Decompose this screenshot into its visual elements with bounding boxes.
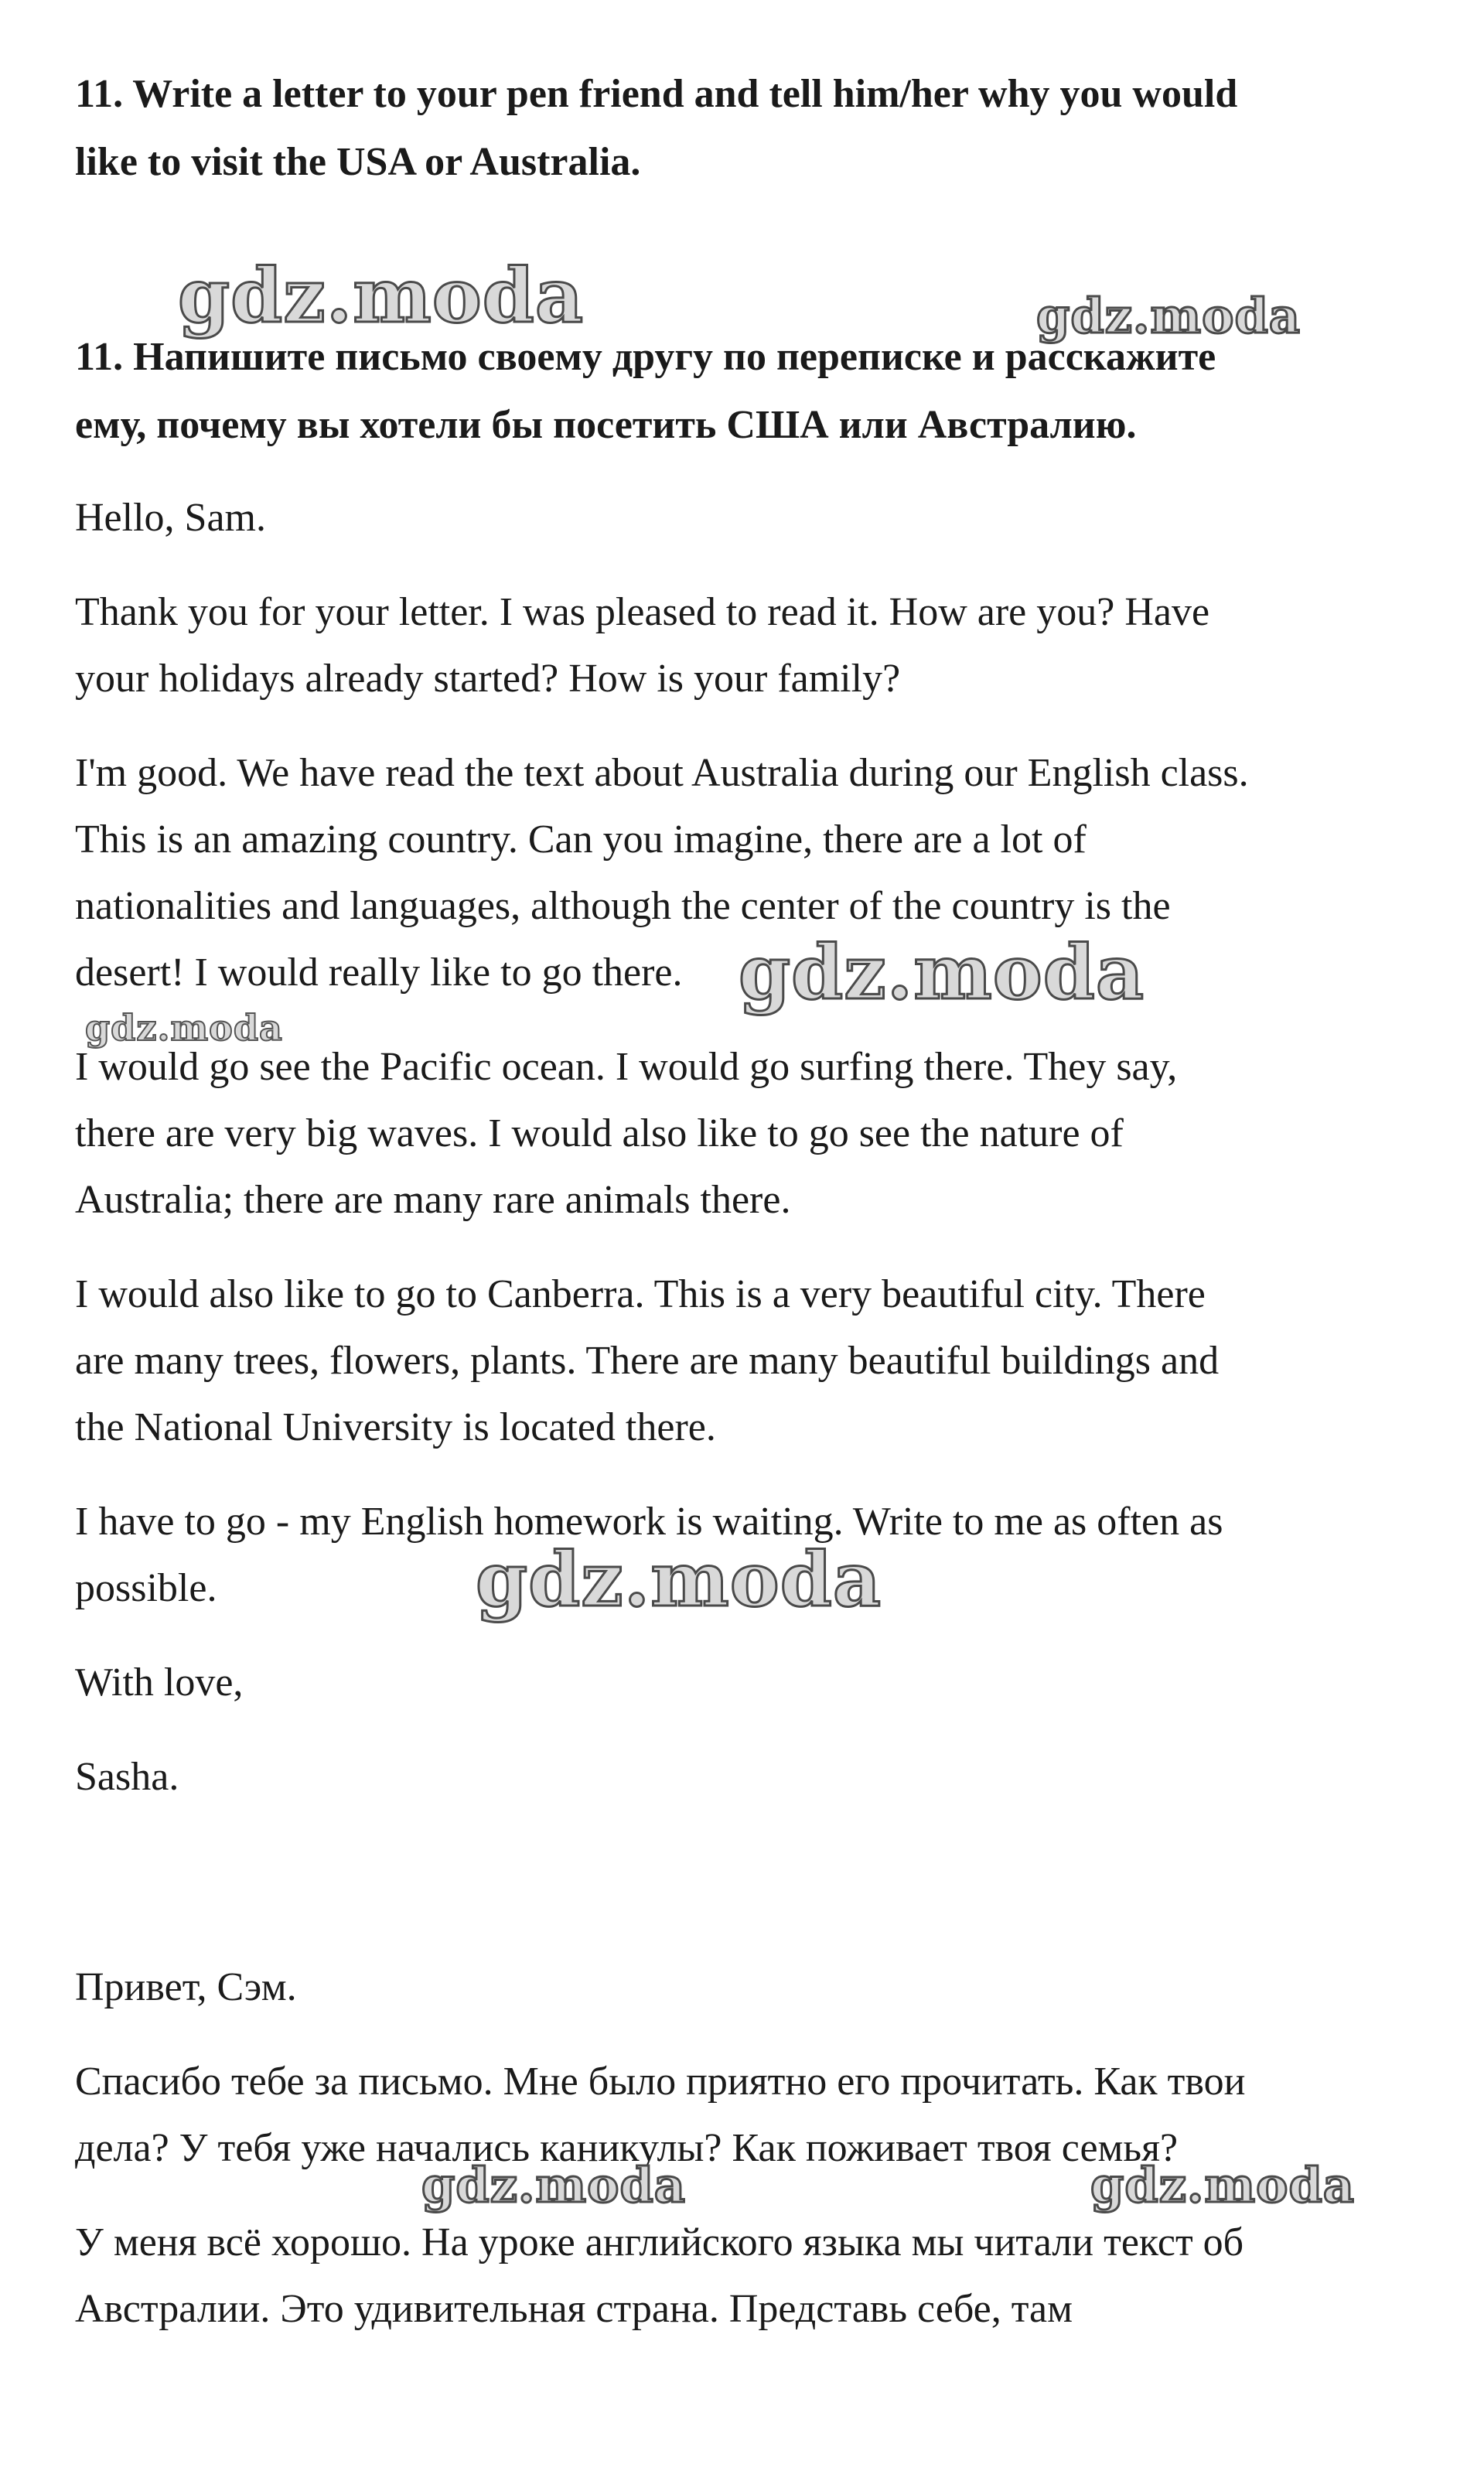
letter-ru-p1-line-1: Спасибо тебе за письмо. Мне было приятно его прочитать. Как твои [75,2060,1246,2104]
letter-en-p2-line-4: desert! I would really like to go there. [75,950,683,995]
letter-en-p5-line-2: possible. [75,1566,217,1610]
letter-en-closing: With love, [75,1660,244,1705]
letter-en-p3-line-2: there are very big waves. I would also like to go see the nature of [75,1111,1124,1155]
task-ru-line-2: ему, почему вы хотели бы посетить США или Австралию. [75,403,1137,447]
letter-en-greeting: Hello, Sam. [75,496,266,540]
task-ru-line-1: 11. Напишите письмо своему другу по переписке и расскажите [75,335,1216,379]
letter-en-p4-line-2: are many trees, flowers, plants. There are many beautiful buildings and [75,1339,1220,1383]
letter-en-p1-line-2: your holidays already started? How is your family? [75,657,901,701]
watermark-logo: gdz.moda [421,2157,686,2213]
letter-en-p5-line-1: I have to go - my English homework is waiting. Write to me as often as [75,1500,1223,1544]
watermark-logo: gdz.moda [178,252,585,340]
watermark-logo: gdz.moda [1036,288,1301,344]
letter-en-p2-line-3: nationalities and languages, although the center of the country is the [75,884,1171,928]
letter-en-p4-line-3: the National University is located there. [75,1405,716,1449]
letter-en-p4-line-1: I would also like to go to Canberra. This is a very beautiful city. There [75,1272,1206,1316]
letter-en-p2-line-1: I'm good. We have read the text about Australia during our English class. [75,751,1249,795]
watermark-logo: gdz.moda [1090,2157,1355,2213]
letter-ru-p1-line-2: дела? У тебя уже начались каникулы? Как поживает твоя семья? [75,2126,1179,2170]
letter-ru-p2-line-2: Австралии. Это удивительная страна. Представь себе, там [75,2287,1073,2331]
task-en-line-2: like to visit the USA or Australia. [75,140,641,184]
watermark-logo: gdz.moda [739,929,1145,1016]
letter-en-p2-line-2: This is an amazing country. Can you imagine, there are a lot of [75,817,1087,862]
letter-en-p3-line-3: Australia; there are many rare animals there. [75,1178,791,1222]
task-en-line-1: 11. Write a letter to your pen friend and tell him/her why you would [75,72,1238,116]
letter-ru-p2-line-1: У меня всё хорошо. На уроке английского языка мы читали текст об [75,2220,1244,2264]
watermark-logo: gdz.moda [85,1007,283,1049]
letter-en-signature: Sasha. [75,1755,179,1799]
letter-ru-greeting: Привет, Сэм. [75,1965,297,2009]
letter-en-p1-line-1: Thank you for your letter. I was pleased to read it. How are you? Have [75,590,1210,634]
letter-en-p3-line-1: I would go see the Pacific ocean. I would go surfing there. They say, [75,1045,1178,1089]
watermark-logo: gdz.moda [476,1536,882,1623]
